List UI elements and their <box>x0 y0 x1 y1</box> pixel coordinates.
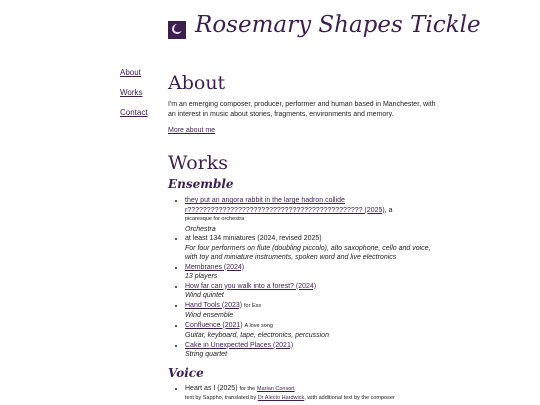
translator-link[interactable]: Dr Alecto Hardwick <box>257 395 305 401</box>
list-item <box>185 234 438 263</box>
side-nav <box>120 68 148 128</box>
list-item <box>185 384 438 395</box>
nav-contact-link[interactable]: Contact <box>120 108 148 117</box>
main-content <box>168 72 438 402</box>
work-instrumentation: For four performers on flute (doubling piccolo), alto saxophone, cello and voice, with toy and miniature instruments, spoken word and live electronics <box>185 244 431 261</box>
work-title: at least 134 miniatures (2024, revised 2025) <box>185 235 322 242</box>
more-about-me-link[interactable]: More about me <box>168 127 216 134</box>
work-note: picaresque for orchestra <box>185 216 245 222</box>
work-instrumentation: Wind ensemble <box>185 312 234 319</box>
work-instrumentation: Orchestra <box>185 225 216 233</box>
voice-credit: text by Sappho, translated by Dr Alecto Hardwick, with additional text by the composer <box>185 395 395 401</box>
work-instrumentation: String quartet <box>185 351 228 358</box>
ensemble-link[interactable]: Marian Consort <box>257 385 295 392</box>
nav-works-link[interactable]: Works <box>120 88 143 97</box>
ensemble-heading: Ensemble <box>168 177 234 191</box>
list-item <box>185 301 438 321</box>
work-instrumentation: 13 players <box>185 273 218 280</box>
work-instrumentation: Guitar, keyboard, tape, electronics, percussion <box>185 332 329 339</box>
work-instrumentation: Wind quintet <box>185 292 224 299</box>
work-link[interactable]: they put an angora rabbit in the large hadron collider????????????????????????????????????????????? (2025) <box>185 197 385 214</box>
work-link[interactable]: Membranes (2024) <box>185 263 245 271</box>
list-item <box>185 263 438 282</box>
work-suffix: , a <box>384 206 393 214</box>
work-title: Heart as I (2025) <box>185 384 238 392</box>
works-heading: Works <box>168 152 229 174</box>
work-link[interactable]: How far can you walk into a forest? (2024) <box>185 282 317 290</box>
work-link[interactable]: Hand Tools (2023) <box>185 301 243 309</box>
crescent-moon-icon <box>168 21 186 39</box>
work-link[interactable]: Confluence (2021) <box>185 321 243 329</box>
list-item <box>185 321 438 341</box>
work-note: for Ess <box>244 302 262 309</box>
list-item <box>185 341 438 360</box>
about-text: I'm an emerging composer, producer, performer and human based in Manchester, with an interest in music about stories, fragments, environments and memory. <box>168 101 436 118</box>
nav-about-link[interactable]: About <box>120 68 141 77</box>
voice-list <box>168 384 438 395</box>
ensemble-list <box>168 196 438 360</box>
work-note: for the <box>239 385 256 392</box>
work-link[interactable]: Cake in Unexpected Places (2021) <box>185 341 294 349</box>
about-heading: About <box>168 72 226 94</box>
list-item <box>185 196 438 234</box>
site-title[interactable]: Rosemary Shapes Tickle <box>195 12 481 38</box>
voice-heading: Voice <box>168 365 204 380</box>
work-note: A love song <box>244 322 273 329</box>
list-item <box>185 282 438 301</box>
